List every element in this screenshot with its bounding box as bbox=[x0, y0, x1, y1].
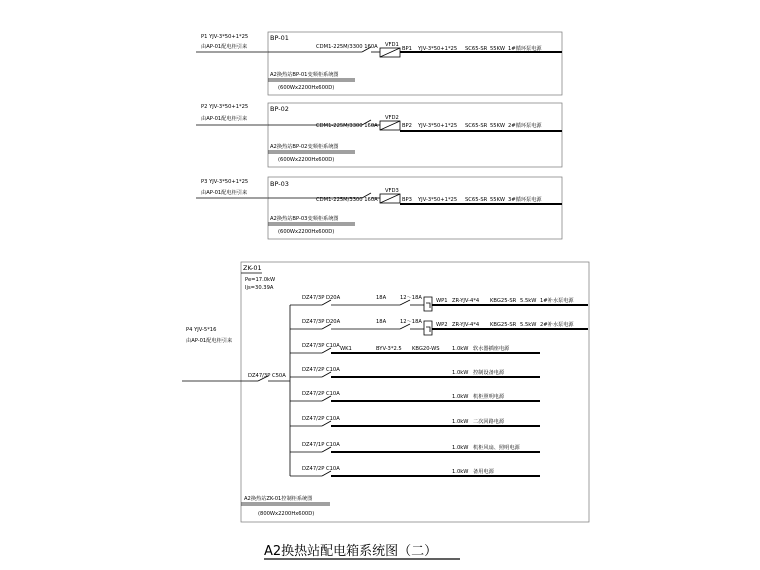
branch-breaker-label: DZ47/1P C10A bbox=[302, 442, 340, 448]
branch-load-label: 机柜照明电源 bbox=[473, 394, 505, 400]
feeder-cable-label: P4 YJV-5*16 bbox=[186, 327, 217, 333]
cabinet-caption: A2换热站ZK-01控制柜系统图 bbox=[244, 496, 313, 502]
cabinet-pe: Pe=17.0kW bbox=[245, 277, 276, 283]
control-cabinet-zk01 bbox=[182, 262, 589, 522]
feeder-source-label: 由AP-01配电柜引来 bbox=[186, 338, 233, 344]
load-label: 1#循环泵电源 bbox=[508, 46, 542, 52]
out-circuit-label: BP2 bbox=[402, 123, 412, 129]
out-circuit-label: BP3 bbox=[402, 197, 412, 203]
branch-power-label: 1.0kW bbox=[452, 346, 469, 352]
branch-load-label: 2#补水泵电源 bbox=[540, 322, 574, 328]
power-label: 55KW bbox=[490, 123, 505, 129]
panel-caption: A2换热站BP-03变频柜系统图 bbox=[270, 216, 339, 222]
feeder-cable-label: P1 YJV-3*50+1*25 bbox=[201, 34, 249, 40]
out-circuit-label: BP1 bbox=[402, 46, 412, 52]
breaker-label: CDM1-225M/3300 160A bbox=[316, 44, 378, 50]
branch-circuit-label: WP2 bbox=[436, 322, 448, 328]
branch-load-label: 机柜风扇、照明电源 bbox=[473, 445, 520, 451]
vfd-label: VFD1 bbox=[385, 42, 399, 48]
out-cable-label: YJV-3*50+1*25 bbox=[418, 46, 458, 52]
branch-load-label: 二次回路电源 bbox=[473, 419, 505, 425]
cabinet-id: ZK-01 bbox=[243, 264, 262, 272]
branch-power-label: 1.0kW bbox=[452, 370, 469, 376]
branch-rating-label: 18A bbox=[376, 319, 387, 325]
feeder-source-label: 由AP-01配电柜引来 bbox=[201, 44, 248, 50]
branch-circuit-label: WP1 bbox=[436, 298, 448, 304]
conduit-label: SC65-SR bbox=[465, 46, 488, 52]
out-cable-label: YJV-3*50+1*25 bbox=[418, 197, 458, 203]
cabinet-size: (800Wx2200Hx600D) bbox=[258, 511, 315, 517]
out-cable-label: YJV-3*50+1*25 bbox=[418, 123, 458, 129]
feeder-source-label: 由AP-01配电柜引来 bbox=[201, 190, 248, 196]
branch-power-label: 5.5kW bbox=[520, 298, 537, 304]
panel-size: (600Wx2200Hx600D) bbox=[278, 229, 335, 235]
branch-conduit-label: KBG25-SR bbox=[490, 322, 517, 328]
breaker-label: CDM1-225M/3300 160A bbox=[316, 123, 378, 129]
panel-size: (600Wx2200Hx600D) bbox=[278, 85, 335, 91]
load-label: 2#循环泵电源 bbox=[508, 123, 542, 129]
panel-id: BP-02 bbox=[270, 105, 289, 113]
branch-breaker-label: DZ47/3P C10A bbox=[302, 343, 340, 349]
panel-caption: A2换热站BP-01变频柜系统图 bbox=[270, 72, 339, 78]
branch-cable-label: BYV-3*2.5 bbox=[376, 346, 402, 352]
feeder-cable-label: P3 YJV-3*50+1*25 bbox=[201, 179, 249, 185]
main-breaker-label: DZ47/3P C50A bbox=[248, 373, 286, 379]
branch-power-label: 1.0kW bbox=[452, 419, 469, 425]
branch-relay-label: 12～18A bbox=[400, 319, 422, 325]
branch-conduit-label: KBG25-SR bbox=[490, 298, 517, 304]
vfd-panel-2 bbox=[196, 103, 562, 167]
power-label: 55KW bbox=[490, 197, 505, 203]
conduit-label: SC65-SR bbox=[465, 123, 488, 129]
load-label: 3#循环泵电源 bbox=[508, 197, 542, 203]
branch-breaker-label: DZ47/2P C10A bbox=[302, 466, 340, 472]
branch-breaker-label: DZ47/2P C10A bbox=[302, 416, 340, 422]
branch-breaker-label: DZ47/3P D20A bbox=[302, 295, 341, 301]
branch-load-label: 软水器插座电源 bbox=[473, 346, 510, 352]
branch-load-label: 控制设备电源 bbox=[473, 370, 505, 376]
branch-cable-label: ZR-YJV-4*4 bbox=[452, 322, 480, 328]
conduit-label: SC65-SR bbox=[465, 197, 488, 203]
branch-circuits bbox=[290, 295, 588, 476]
feeder-source-label: 由AP-01配电柜引来 bbox=[201, 116, 248, 122]
power-label: 55KW bbox=[490, 46, 505, 52]
branch-power-label: 5.5kW bbox=[520, 322, 537, 328]
branch-power-label: 1.0kW bbox=[452, 445, 469, 451]
vfd-label: VFD2 bbox=[385, 115, 399, 121]
cabinet-boundary bbox=[241, 262, 589, 522]
feeder-cable-label: P2 YJV-3*50+1*25 bbox=[201, 104, 249, 110]
branch-power-label: 1.0kW bbox=[452, 469, 469, 475]
branch-circuit-label: WK1 bbox=[340, 346, 352, 352]
vfd-label: VFD3 bbox=[385, 188, 399, 194]
panel-id: BP-01 bbox=[270, 34, 289, 42]
drawing-title: A2换热站配电箱系统图（二） bbox=[264, 544, 438, 559]
breaker-label: CDM1-225M/3300 160A bbox=[316, 197, 378, 203]
branch-relay-label: 12～18A bbox=[400, 295, 422, 301]
branch-load-label: 备用电源 bbox=[473, 469, 494, 475]
cabinet-ijs: Ijs=30.39A bbox=[245, 285, 274, 291]
panel-id: BP-03 bbox=[270, 180, 289, 188]
branch-cable-label: ZR-YJV-4*4 bbox=[452, 298, 480, 304]
branch-rating-label: 18A bbox=[376, 295, 387, 301]
branch-load-label: 1#补水泵电源 bbox=[540, 298, 574, 304]
thermal-relay-symbol bbox=[424, 297, 432, 311]
branch-breaker-label: DZ47/2P C10A bbox=[302, 367, 340, 373]
panel-size: (600Wx2200Hx600D) bbox=[278, 157, 335, 163]
branch-power-label: 1.0kW bbox=[452, 394, 469, 400]
branch-breaker-label: DZ47/3P D20A bbox=[302, 319, 341, 325]
branch-conduit-label: KBG20-WS bbox=[412, 346, 440, 352]
vfd-panel-3 bbox=[196, 177, 562, 239]
panel-caption: A2换热站BP-02变频柜系统图 bbox=[270, 144, 339, 150]
thermal-relay-symbol bbox=[424, 321, 432, 335]
vfd-panel-1 bbox=[196, 32, 562, 95]
branch-breaker-label: DZ47/2P C10A bbox=[302, 391, 340, 397]
